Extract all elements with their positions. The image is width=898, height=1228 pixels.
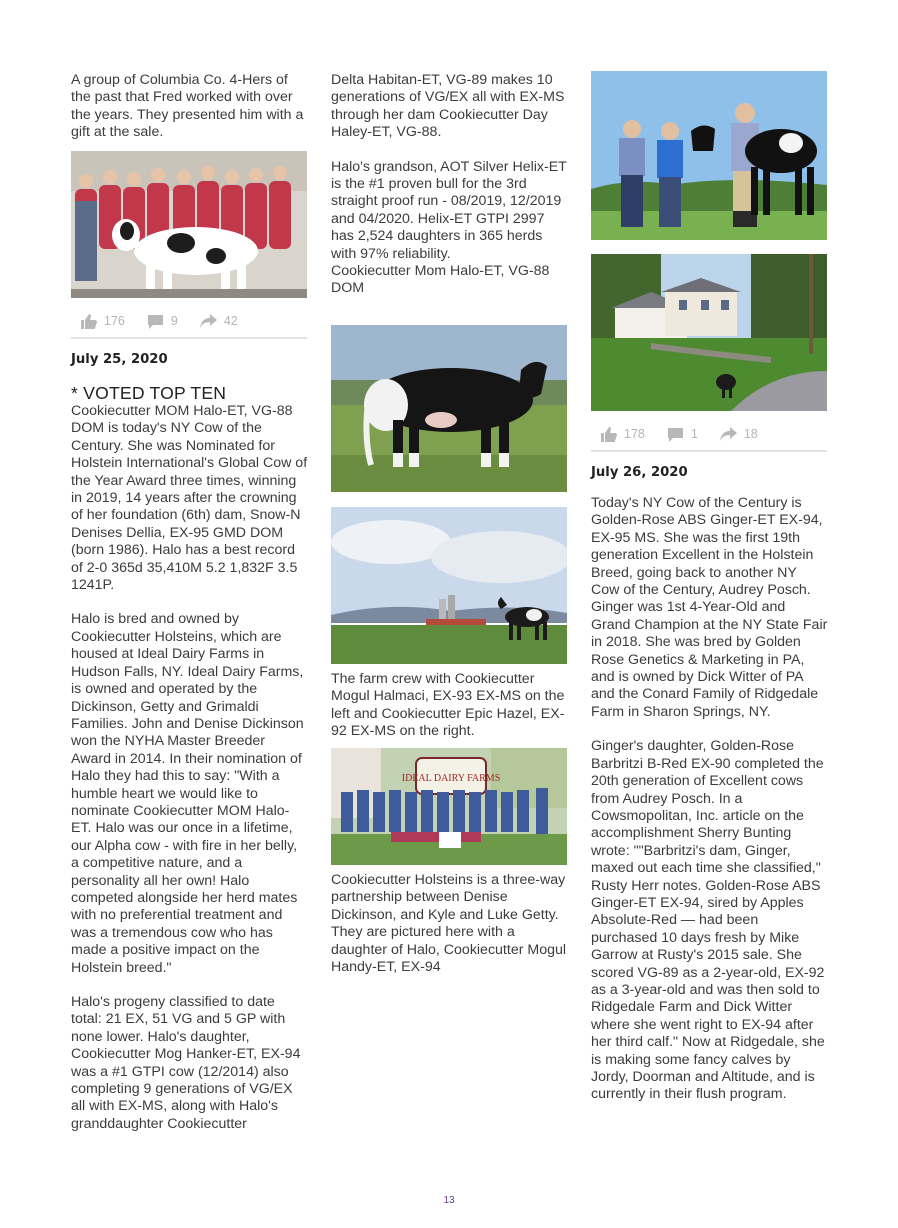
- like-button[interactable]: [80, 314, 125, 329]
- photo-cow-field: [331, 507, 567, 664]
- photo-halo-cow: [331, 325, 567, 492]
- share-button[interactable]: [720, 427, 758, 442]
- share-icon: [200, 314, 217, 329]
- share-count: 18: [743, 427, 758, 441]
- photo-caption: Cookiecutter Mom Halo-ET, VG-88 DOM: [331, 263, 550, 297]
- thumbs-up-icon: [80, 314, 97, 329]
- paragraph: Halo's grandson, AOT Silver Helix-ET is the #1 proven bull for the 3rd straight proof run - 08/2019, 12/2019 and 04/2020. Helix-ET GTPI 2997 has 2,524 daughters in 365 herds with 97% reliability.: [331, 158, 567, 262]
- farm-sign-text: IDEAL DAIRY FARMS: [401, 773, 501, 784]
- share-icon: [720, 427, 737, 442]
- share-count: 42: [223, 314, 238, 328]
- paragraph: Cookiecutter MOM Halo-ET, VG-88 DOM is today's NY Cow of the Century. She was Nominated for Holstein International's Global Cow of the Year Award three times, winning in 2019, 14 years after the crowning of her foundation (6th) dam, Snow-N Denises Dellia, EX-95 GMD DOM (born 1986). Halo has a best record of 2-0 365d 35,410M 5.2 1,832F 3.5 1241P.: [71, 403, 308, 594]
- thumbs-up-icon: [600, 427, 617, 442]
- social-bar-1: [80, 310, 308, 332]
- paragraph: Today's NY Cow of the Century is Golden-Rose ABS Ginger-ET EX-94, EX-95 MS. She was the first 19th generation Excellent in the Holstein Breed, going back to another NY Cow of the Century, Audrey Posch. Ginger was 1st 4-Year-Old and Grand Champion at the NY State Fair in 2018. She was bred by Golden Rose Genetics & Marketing in PA, and is owned by Dick Witter of PA and the Conard Family of Ridgedale Farm in Sharon Springs, NY.: [591, 495, 828, 720]
- article-body-col3: [591, 495, 828, 1104]
- photo-4h-group: [71, 151, 307, 298]
- paragraph: Ginger's daughter, Golden-Rose Barbritzi B-Red EX-90 completed the 20th generation of Excellent cows from Audrey Posch. In a Cowsmopolitan, Inc. article on the accomplishment Sherry Bunting wrote: ""Barbritzi's dam, Ginger, maxed out each time she classified," Rusty Herr notes. Golden-Rose ABS Ginger-ET EX-94, sired by Apples Absolute-Red — had been purchased 10 days fresh by Mike Garrow at Rusty's 2015 sale. She scored VG-89 as a 2-year-old, EX-92 as a 3-year-old and was then sold to Ridgedale Farm and Dick Witter where she went right to EX-94 after her third calf." Now at Ridgedale, she is making some fancy calves by Jordy, Doorman and Altitude, and is currently in their flush program.: [591, 738, 825, 1103]
- article-body-col2-top: [331, 72, 567, 298]
- divider: [71, 337, 307, 339]
- comment-count: 1: [690, 427, 698, 441]
- comment-button[interactable]: [147, 314, 178, 329]
- comment-button[interactable]: [667, 427, 698, 442]
- caption-partnership: Cookiecutter Holsteins is a three-way partnership between Denise Dickinson, and Kyle and Luke Getty. They are pictured here with a daughter of Halo, Cookiecutter Mogul Handy-ET, EX-94: [331, 872, 567, 976]
- paragraph: Delta Habitan-ET, VG-89 makes 10 generations of VG/EX all with EX-MS through her dam Cookiecutter Day Haley-ET, VG-88.: [331, 72, 565, 141]
- intro-text: A group of Columbia Co. 4-Hers of the past that Fred worked with over the years. They presented him with a gift at the sale.: [71, 72, 304, 141]
- comment-icon: [667, 427, 684, 442]
- comment-icon: [147, 314, 164, 329]
- share-button[interactable]: [200, 314, 238, 329]
- photo-farm-crew: [331, 748, 567, 865]
- post-date: July 25, 2020: [71, 352, 168, 367]
- caption-crew: The farm crew with Cookiecutter Mogul Halmaci, EX-93 EX-MS on the left and Cookiecutter Epic Hazel, EX-92 EX-MS on the right.: [331, 671, 565, 740]
- photo-people-with-cow: [591, 71, 827, 240]
- headline: * VOTED TOP TEN: [71, 383, 227, 403]
- like-count: 176: [104, 314, 125, 328]
- post-date: July 26, 2020: [591, 465, 688, 480]
- paragraph: Halo is bred and owned by Cookiecutter Holsteins, which are housed at Ideal Dairy Farms in Hudson Falls, NY. Ideal Dairy Farms, is owned and operated by the Dickinson, Getty and Grimaldi Families. John and Denise Dickinson won the NYHA Master Breeder Award in 2014. In their nomination of Halo they had this to say: "With a humble heart we would like to nominate Cookiecutter MOM Halo-ET. Halo was our once in a lifetime, our Alpha cow - with fire in her belly, a competitive nature, and a personality all her own! Halo competed alongside her herd mates with no preferential treatment and was a tremendous cow who has made a positive impact on the Holstein breed.": [71, 611, 304, 976]
- like-count: 178: [624, 427, 645, 441]
- social-bar-2: [600, 423, 828, 445]
- like-button[interactable]: [600, 427, 645, 442]
- comment-count: 9: [170, 314, 178, 328]
- page-number: 13: [443, 1195, 455, 1206]
- article-body-col1: [71, 403, 308, 1133]
- paragraph: Halo's progeny classified to date total: 21 EX, 51 VG and 5 GP with none lower. Halo's daughter, Cookiecutter Mog Hanker-ET, EX-94 was a #1 GTPI cow (12/2014) also completing 9 generations of VG/EX all with EX-MS, along with Halo's granddaughter Cookiecutter: [71, 994, 301, 1132]
- photo-house: [591, 254, 827, 411]
- divider: [591, 450, 827, 452]
